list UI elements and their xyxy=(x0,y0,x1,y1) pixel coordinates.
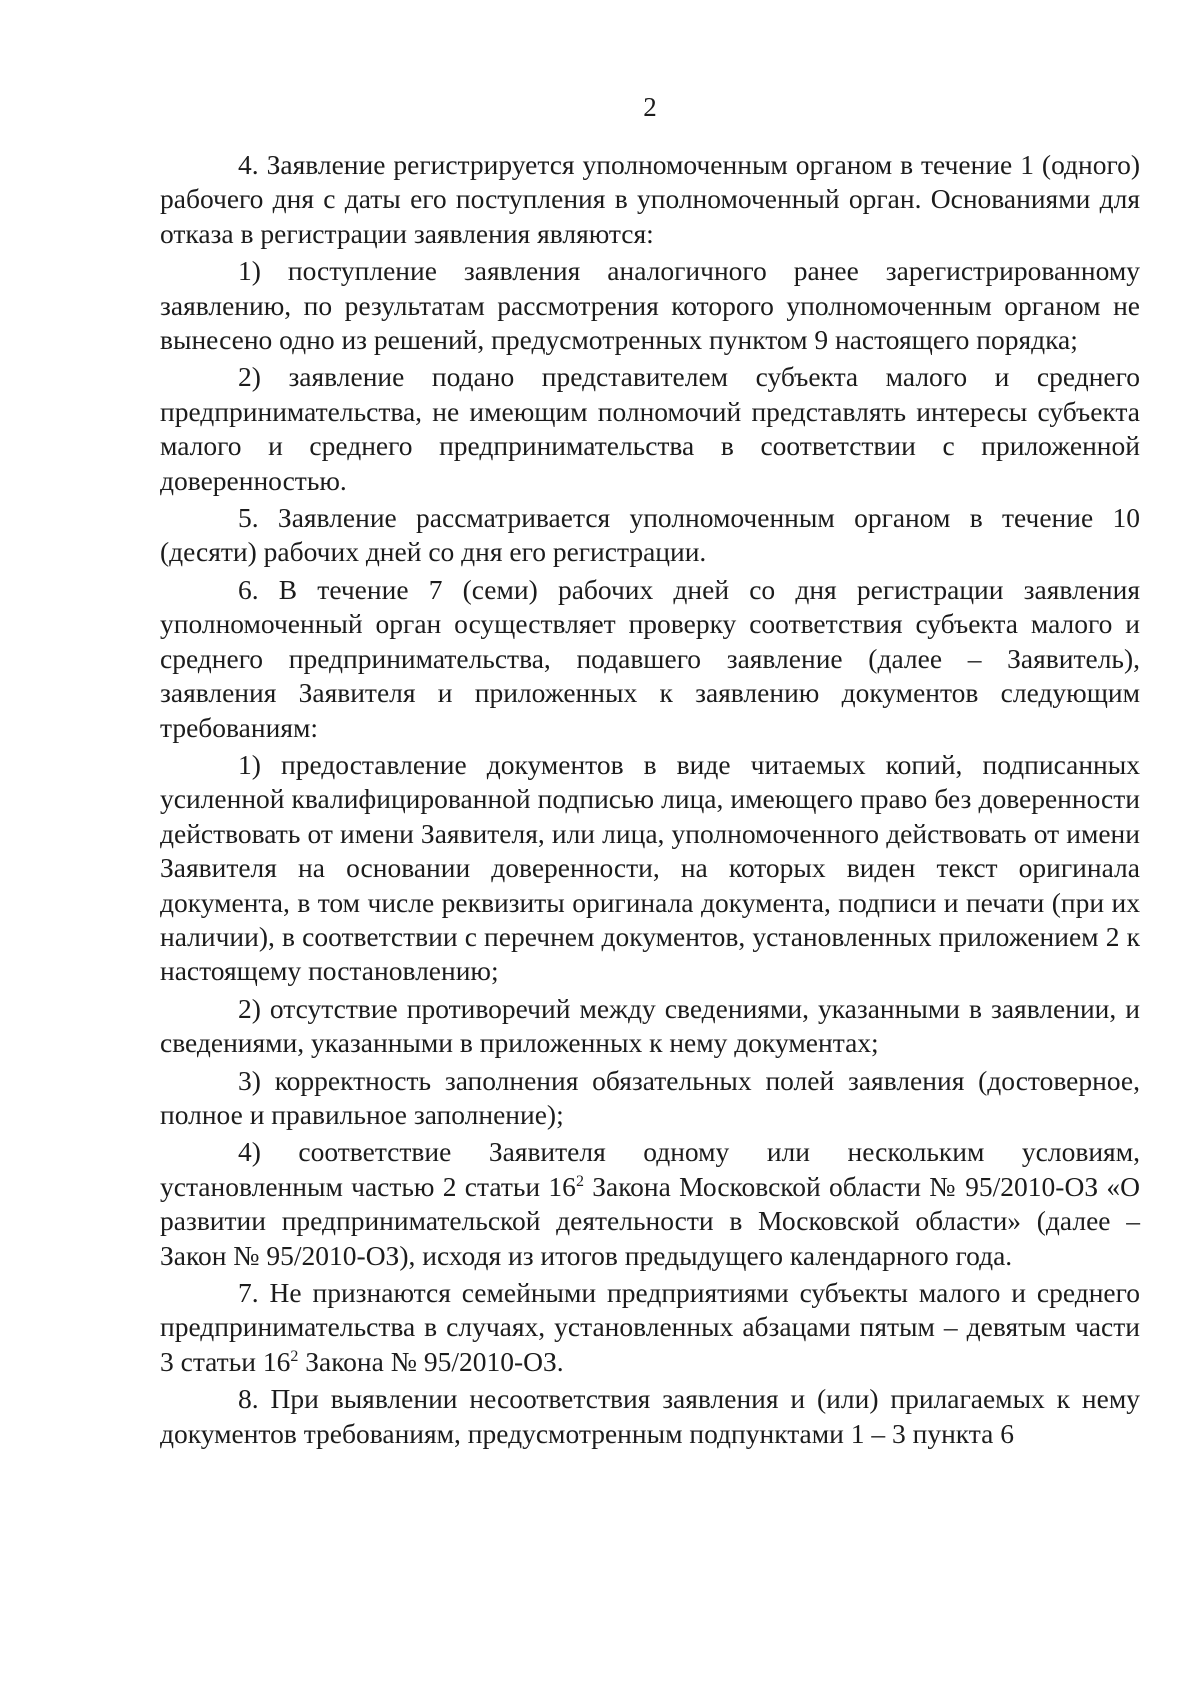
subparagraph-refusal-2: 2) заявление подано представителем субъекта малого и среднего предпринимательства, не имеющим полномочий представлять интересы субъекта малого и среднего предпринимательства в соответствии с приложенной доверенностью. xyxy=(160,361,1140,496)
page-number: 2 xyxy=(643,92,657,122)
subparagraph-requirement-2: 2) отсутствие противоречий между сведениями, указанными в заявлении, и сведениями, указанными в приложенных к нему документах; xyxy=(160,992,1140,1059)
paragraph-5-review: 5. Заявление рассматривается уполномоченным органом в течение 10 (десяти) рабочих дней со дня его регистрации. xyxy=(160,502,1140,568)
subparagraph-refusal-1: 1) поступление заявления аналогичного ранее зарегистрированному заявлению, по результатам рассмотрения которого уполномоченным органом не вынесено одно из решений, предусмотренных пунктом 9 настоящего порядка; xyxy=(160,255,1140,356)
paragraph-4-registration: 4. Заявление регистрируется уполномоченным органом в течение 1 (одного) рабочего дня с даты его поступления в уполномоченный орган. Основаниями для отказа в регистрации заявления являются: xyxy=(160,149,1140,249)
subparagraph-requirement-4 xyxy=(160,1135,1140,1273)
paragraph-6-verification: 6. В течение 7 (семи) рабочих дней со дня регистрации заявления уполномоченный орган осуществляет проверку соответствия субъекта малого и среднего предпринимательства, подавшего заявление (далее – Заявитель), заявления Заявителя и приложенных к заявлению документов следующим требованиям: xyxy=(160,573,1140,743)
superscript: 2 xyxy=(575,1172,584,1190)
superscript: 2 xyxy=(290,1347,299,1365)
text-segment: 7. Не признаются семейными предприятиями субъекты малого и среднего предпринимательства в случаях, установленных абзацами пятым – девятым части 3 статьи 16 xyxy=(160,1277,1140,1377)
text-segment: Закона Московской области № 95/2010-ОЗ «О развитии предпринимательской деятельности в Московской области» (далее – Закон № 95/2010-ОЗ), исходя из итогов предыдущего календарного года. xyxy=(160,1170,1140,1271)
subparagraph-requirement-1: 1) предоставление документов в виде читаемых копий, подписанных усиленной квалифицированной подписью лица, имеющего право без доверенности действовать от имени Заявителя, или лица, уполномоченного действовать от имени Заявителя на основании доверенности, на которых виден текст оригинала документа, в том числе реквизиты оригинала документа, подписи и печати (при их наличии), в соответствии с перечнем документов, установленных приложением 2 к настоящему постановлению; xyxy=(160,748,1140,987)
text-segment: Закона № 95/2010-ОЗ. xyxy=(298,1345,564,1377)
subparagraph-requirement-3: 3) корректность заполнения обязательных полей заявления (достоверное, полное и правильное заполнение); xyxy=(160,1064,1140,1130)
text-segment: 4) соответствие Заявителя одному или нескольким условиям, установленным частью 2 статьи 16 xyxy=(160,1136,1140,1202)
paragraph-7-exclusions xyxy=(160,1276,1140,1379)
document-body xyxy=(160,148,1140,1454)
paragraph-8-nonconformity: 8. При выявлении несоответствия заявления и (или) прилагаемых к нему документов требованиям, предусмотренным подпунктами 1 – 3 пункта 6 xyxy=(160,1383,1140,1449)
